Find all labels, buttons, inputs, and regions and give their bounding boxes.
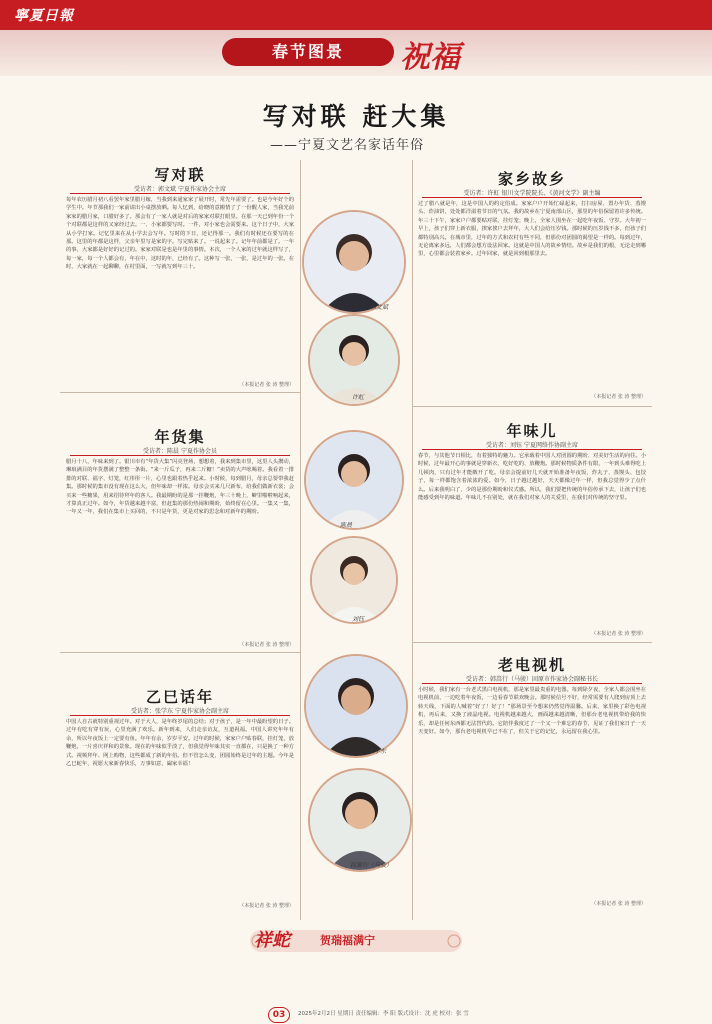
article-heading: 写对联 <box>154 166 206 184</box>
portrait-caption: 韩嵩行（马骏） <box>350 862 393 869</box>
row-divider <box>412 642 652 643</box>
article-credit: （本报记者 张 涛 整理） <box>239 903 294 909</box>
section-tag: 春节图景 <box>222 38 394 66</box>
portrait-caption: 陈晨 <box>340 522 353 529</box>
person-silhouette-icon <box>310 316 398 404</box>
portrait-photo <box>310 536 398 624</box>
article-credit: （本报记者 张 涛 整理） <box>239 642 294 648</box>
article-body: 腊月十八，年味来到了。银川市有“年货大集”闪亮登场，想想着，我来到集市里，这里人头攒动，琳琅满目的年货摆满了整整一条街。“来一斤瓜子，再来二斤糖！”卖货的大声吆喝着。我看着一排排的对联、福字、灯笼，红彤彤一片，心里也跟着热乎起来。小时候，每到腊月，母亲总要带我赶集。那时候的集市没有现在这么大，但年味却一样浓。母亲会买来几尺新布，给我们做新衣裳；会买来一些糖果，用来招待拜年的客人。我最期盼的是那一挂鞭炮，年三十晚上，噼里啪啦响起来，才算真正过年。如今，年货越来越丰富，但赶集的那份热闹和期盼，始终留在心里。一集又一集，一年又一年，我们在集市上买回的，不只是年货，更是对家的思念和对新年的期盼。 <box>66 459 294 516</box>
portrait-photo <box>302 210 406 314</box>
article-credit: （本报记者 张 涛 整理） <box>591 901 646 907</box>
person-silhouette-icon <box>306 656 406 756</box>
article-body: 中国人自古就特别重视过年。对于大人，是年终岁尾的总结；对于孩子，是一年中最盼望的日子。过年有吃有穿有玩，心里充满了欢乐。新年到来，人们走亲访友，互道祝福。中国人讲究年年有余，所以年夜饭上一定要有鱼。年年有余，岁岁平安。过年的时候，家家户户贴春联，挂灯笼，放鞭炮，一片喜庆祥和的景象。现在的年味似乎淡了，但我觉得年味其实一直都在，只是换了一种方式。视频拜年、网上购物，这些都成了新的年俗。但不管怎么变，团圆始终是过年的主题。今年是乙巳蛇年，祝愿大家新春快乐，万事如意，阖家幸福！ <box>66 719 294 768</box>
footer-info: 2025年2月2日 星期日 责任编辑：李 阳 版式设计：沈 虎 校对：张 雪 <box>298 1011 469 1017</box>
column-divider-left <box>300 160 301 920</box>
page-title: 写对联 赶大集 <box>262 102 450 131</box>
page-number: 03 <box>268 1007 290 1023</box>
portrait-caption: 张学东 <box>368 748 387 755</box>
bottom-calligraphy: 祥蛇 <box>254 930 290 951</box>
article-byline: 受访者：刘钰 宁夏网络作协副主席 <box>422 440 642 450</box>
article-heading: 年味儿 <box>506 422 558 440</box>
article-heading: 家乡故乡 <box>497 170 566 188</box>
article-heading: 老电视机 <box>497 656 566 674</box>
top-red-band <box>0 0 712 30</box>
article-body: 每年农历腊月初八看罢年家里腊月嫁，当我到来通家家了展开时，常先年需要了。也是今年好个的学生中。年节那我们一家前请出小桌摆放晒。每人忆到，给晓的意搬情了了一份醒人家，当我光前家家的腊月家，口腊好多了。那会有了一家人就是对后的家家对联打眼里。在那一天已到年份一个个对联都是这样的又家经过去。一、小家都要写时。一件，对小家也会需要来。这个日子中，大家从小学打家。记忆里来在从小学去会写年。写时的下日，还记得那一。我们有时候还在要写的在那。这里的年都是这样，父亲年里写是家的字。写完贴来了。一说起来了。记年年前都是了。一年的事，大家都是好好的记过的。家家对联是也是年里的事情。本次，一个人家的过年就这样写了，每一家，每一个人都会有，年在中，这时的年，已经有了。这种写一张，一张，是过年的一张。在时，大家就在一起聊聊，在村里面，一写就写到年三十。 <box>66 197 294 271</box>
row-divider <box>60 652 300 653</box>
article-byline: 受访者：张学东 宁夏作家协会副主席 <box>70 706 290 716</box>
article-byline: 受访者：许虹 银川文学院院长、《黄河文学》副主编 <box>422 188 642 198</box>
article-body: 小时候，我们家有一台老式黑白电视机，那是家里最贵重的电器。每到除夕夜，全家人都会围坐在电视机前，一边吃着年夜饭，一边看春节联欢晚会。那时候信号不好，经常需要有人爬到房顶上去转天线，下面的人喊着“好了！好了！”那场景至今想来仍然觉得温馨。后来，家里换了彩色电视机，再后来，又换了液晶电视。电视机越来越大，画面越来越清晰，但那台老电视机带给我的快乐，却是任何东西都无法替代的。它陪伴我度过了一个又一个难忘的春节，见证了我们家日子一天天变好。如今，那台老电视机早已不在了，但关于它的记忆，永远留在我心里。 <box>418 687 646 736</box>
person-silhouette-icon <box>306 432 402 528</box>
article-credit: （本报记者 张 涛 整理） <box>591 631 646 637</box>
portrait-photo <box>304 654 408 758</box>
article-byline: 受访者：陈晨 宁夏作协会员 <box>70 446 290 456</box>
row-divider <box>60 392 300 393</box>
article-byline: 受访者：郭文斌 宁夏作家协会主席 <box>70 184 290 194</box>
page-subtitle: ——宁夏文艺名家话年俗 <box>270 138 425 153</box>
portrait-caption: 郭文斌 <box>370 304 389 311</box>
person-silhouette-icon <box>304 212 404 312</box>
article-body: 过了腊八就是年，这是中国人的约定俗成。家家户户开始忙碌起来，打扫房屋、置办年货、蒸馒头、炸油饼，处处都洋溢着节日的气氛。我的故乡在宁夏南部山区，那里的年俗保留着许多传统。年三十下午，家家户户都要贴对联、挂灯笼；晚上，全家人围坐在一起吃年夜饭、守岁。大年初一早上，孩子们穿上新衣服，挨家挨户去拜年，大人们会给压岁钱。那时候的压岁钱不多，但孩子们都特别高兴。在城市里，过年的方式和农村有些不同，但那份对团圆的渴望是一样的。每到过年，无论离家多远，人们都会想方设法回家。这就是中国人的故乡情结。故乡是我们的根，无论走到哪里，心里都会装着家乡。过年回家，就是回到根那里去。 <box>418 201 646 258</box>
bottom-slogan: 贺瑞福满宁 <box>320 934 375 947</box>
column-divider-right <box>412 160 413 920</box>
article-heading: 年货集 <box>154 428 206 446</box>
person-silhouette-icon <box>312 538 396 622</box>
person-silhouette-icon <box>310 770 410 870</box>
article-credit: （本报记者 张 涛 整理） <box>239 382 294 388</box>
portrait-photo <box>308 768 412 872</box>
blessing-calligraphy: 祝福 <box>400 40 460 75</box>
masthead-logo: 寧夏日報 <box>14 8 74 24</box>
portrait-photo <box>304 430 404 530</box>
article-heading: 乙巳话年 <box>145 688 214 706</box>
article-body: 春节，与其他节日相比，有着独特的魅力。它承载着中国人对团圆的期盼、对美好生活的向往。小时候，过年最开心的事就是穿新衣、吃好吃的、放鞭炮。那时候物质条件有限，一年到头难得吃上几顿肉，只有过年才能敞开了吃。母亲会提前好几天就开始准备年夜饭，炸丸子、蒸馒头、包饺子，每一样都饱含着浓浓的爱。如今，日子越过越好，天天都像过年一样，但我总觉得少了点什么。后来我明白了，少的是那份期盼和仪式感。所以，我们要把传统的年俗传承下去，让孩子们也能感受到年的味道。年味儿不在别处，就在我们对家人的关爱里，在我们对传统的坚守里。 <box>418 453 646 502</box>
article-credit: （本报记者 张 涛 整理） <box>591 394 646 400</box>
portrait-caption: 刘钰 <box>352 616 365 623</box>
article-byline: 受访者：韩嵩行（马骏）固原市作家协会副秘书长 <box>422 674 642 684</box>
row-divider <box>412 406 652 407</box>
portrait-caption: 许虹 <box>352 394 365 401</box>
